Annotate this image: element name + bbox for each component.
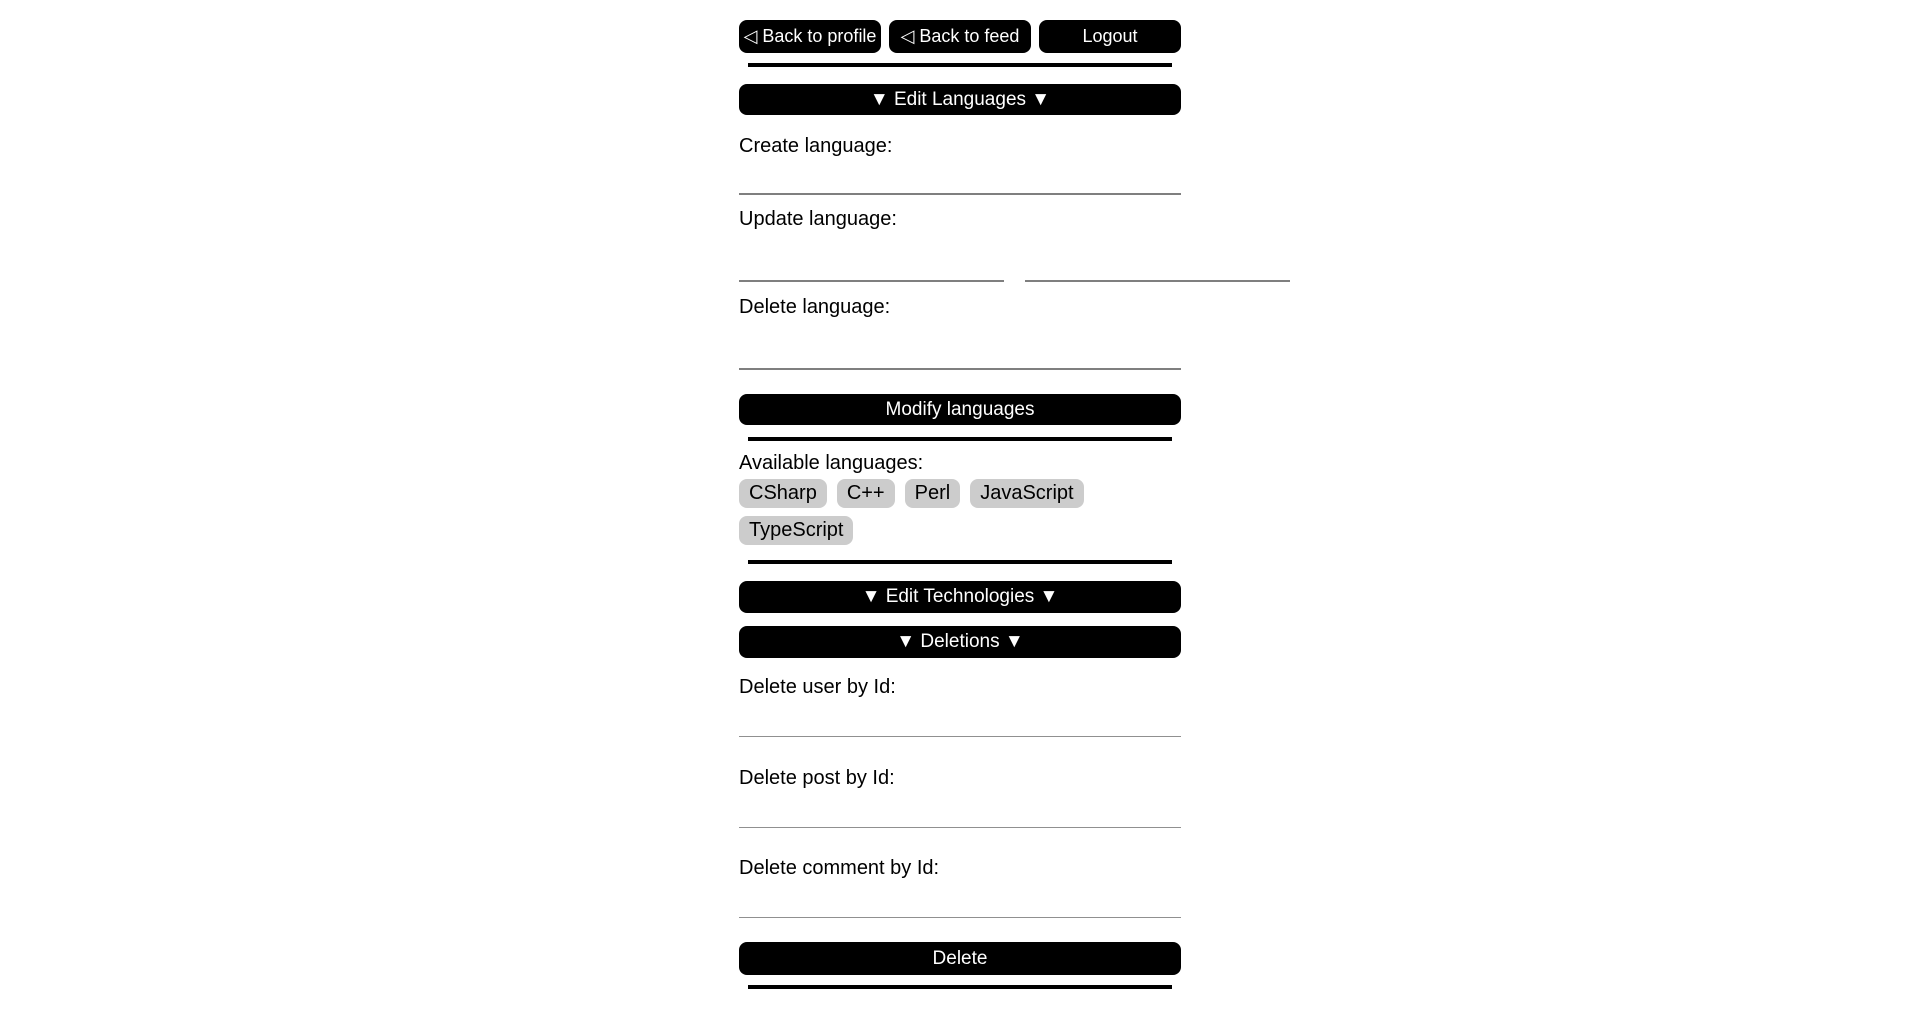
language-tag: CSharp [739, 479, 827, 508]
delete-post-id-input[interactable] [739, 790, 1181, 828]
delete-user-id-input[interactable] [739, 699, 1181, 737]
delete-language-label: Delete language: [739, 296, 891, 318]
section-divider [748, 560, 1172, 564]
back-to-profile-button[interactable]: ◁ Back to profile [739, 20, 881, 53]
edit-technologies-toggle[interactable]: ▼ Edit Technologies ▼ [739, 581, 1181, 613]
create-language-label: Create language: [739, 135, 893, 157]
back-to-feed-button[interactable]: ◁ Back to feed [889, 20, 1031, 53]
update-language-old-input[interactable] [739, 231, 1004, 282]
update-language-new-input[interactable] [1025, 231, 1290, 282]
language-tag: TypeScript [739, 516, 853, 545]
section-divider [748, 985, 1172, 989]
delete-language-input[interactable] [739, 319, 1181, 370]
section-divider [748, 437, 1172, 441]
language-tag: C++ [837, 479, 895, 508]
update-language-inputs [739, 231, 1181, 282]
delete-user-by-id-label: Delete user by Id: [739, 676, 896, 698]
deletions-toggle[interactable]: ▼ Deletions ▼ [739, 626, 1181, 658]
top-button-row [739, 20, 1181, 53]
available-languages-label: Available languages: [739, 452, 924, 474]
create-language-input[interactable] [739, 158, 1181, 195]
delete-button[interactable]: Delete [739, 942, 1181, 975]
update-language-label: Update language: [739, 208, 897, 230]
language-tag: JavaScript [970, 479, 1083, 508]
available-languages-list [739, 479, 1181, 545]
delete-comment-id-input[interactable] [739, 880, 1181, 918]
delete-post-by-id-label: Delete post by Id: [739, 767, 895, 789]
edit-languages-toggle[interactable]: ▼ Edit Languages ▼ [739, 84, 1181, 115]
admin-panel [739, 0, 1181, 989]
language-tag: Perl [905, 479, 961, 508]
modify-languages-button[interactable]: Modify languages [739, 394, 1181, 425]
delete-comment-by-id-label: Delete comment by Id: [739, 857, 940, 879]
section-divider [748, 63, 1172, 67]
logout-button[interactable]: Logout [1039, 20, 1181, 53]
